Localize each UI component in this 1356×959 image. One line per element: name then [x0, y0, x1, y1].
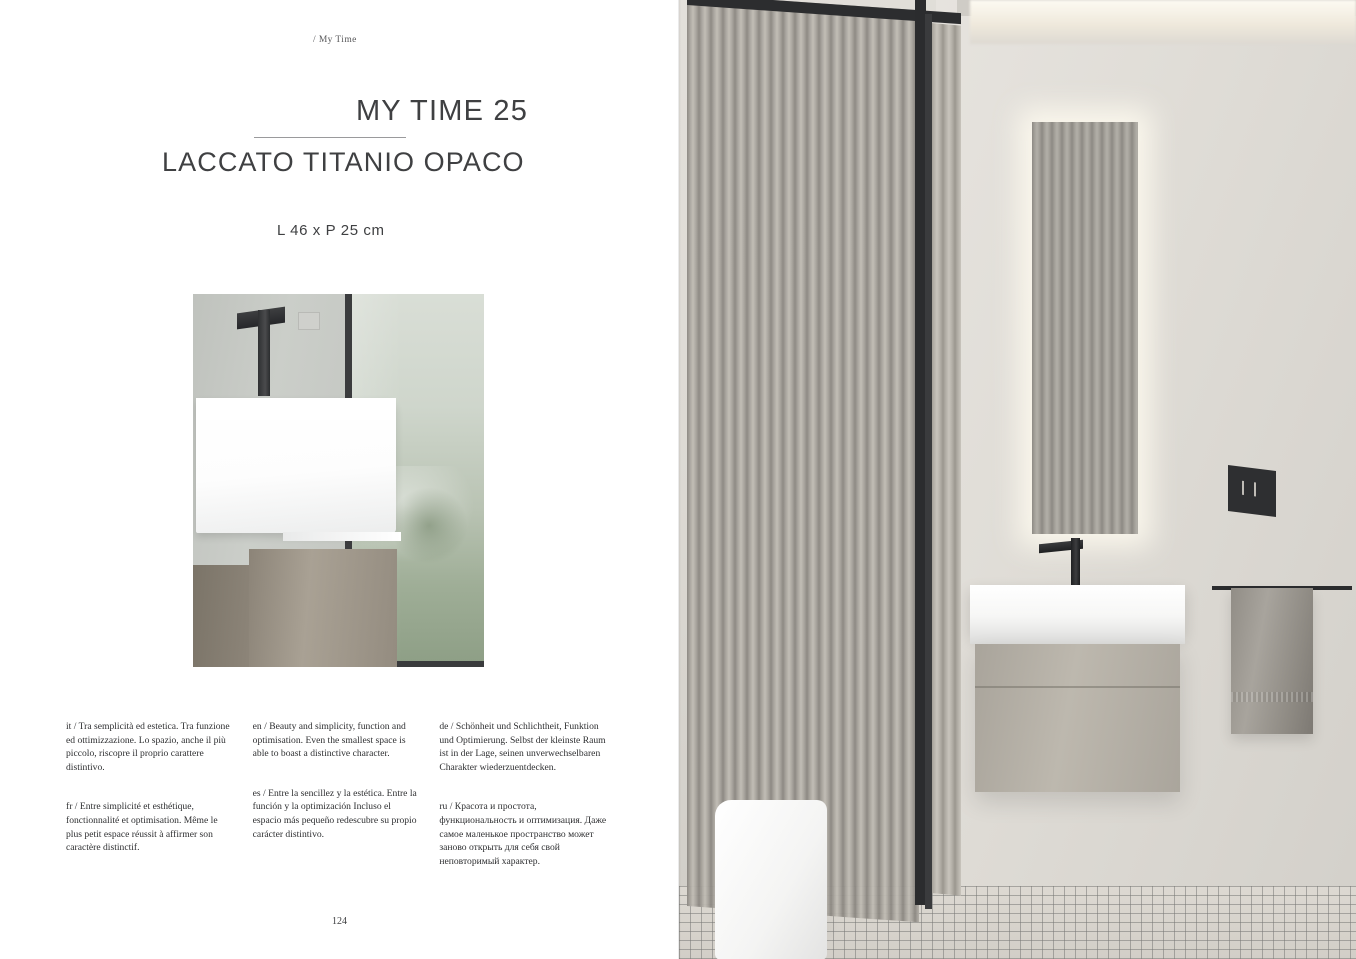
photo-cabinet-side [193, 565, 251, 667]
title-divider [254, 137, 406, 138]
right-photo-page [679, 0, 1356, 959]
switch-rocker-icon [1254, 482, 1256, 496]
switch-rocker-icon [1242, 481, 1244, 495]
wall-hung-toilet [715, 800, 827, 959]
description-ru: ru / Красота и простота, функциональность и оптимизация. Даже самое маленькое пространство может заново открыть для себя свой неповторимый характер. [439, 801, 607, 867]
page-title: MY TIME 25 [355, 95, 529, 127]
cabinet-drawer-line [975, 686, 1180, 688]
description-column-1 [66, 720, 253, 894]
hanging-towel [1231, 588, 1313, 734]
backlit-fluted-mirror-panel [1032, 122, 1138, 534]
product-dimensions: L 46 x P 25 cm [277, 222, 385, 239]
titanium-lacquered-cabinet [975, 644, 1180, 792]
description-de: de / Schönheit und Schlichtheit, Funktion und Optimierung. Selbst der kleinste Raum ist in der Lage, seinen unverwechselbaren Charakter wiederzuentdecken. [439, 721, 606, 773]
description-column-2 [253, 720, 440, 894]
photo-faucet-body [258, 310, 270, 396]
product-detail-image [193, 294, 484, 667]
washbasin-front [970, 622, 1185, 644]
photo-wall-plate [298, 312, 320, 330]
wall-switch-plate [1228, 465, 1276, 517]
photo-cabinet-front [249, 549, 397, 667]
photo-washbasin-rim [196, 398, 396, 420]
description-column-3 [439, 720, 626, 894]
description-es: es / Entre la sencillez y la estética. Entre la función y la optimización Incluso el espacio más pequeño redescubre su propio carácter distintivo. [252, 787, 417, 840]
description-fr: fr / Entre simplicité et esthétique, fonctionnalité et optimisation. Même le plus petit espace réussit à affirmer son caractère distinctif. [66, 801, 218, 854]
breadcrumb: / My Time [313, 35, 357, 45]
ceiling-cove-light [970, 0, 1356, 44]
page-gutter [678, 0, 681, 959]
fluted-glass-shower-screen [687, 0, 919, 922]
photo-washbasin-edge [283, 532, 401, 541]
description-en: en / Beauty and simplicity, function and optimisation. Even the smallest space is able to boast a distinctive character. [252, 721, 406, 760]
photo-foliage [391, 488, 467, 563]
page-number: 124 [332, 916, 347, 927]
description-it: it / Tra semplicità ed estetica. Tra funzione ed ottimizzazione. Lo spazio, anche il più piccolo, riscopre il proprio carattere distintivo. [66, 721, 230, 773]
page-subtitle: LACCATO TITANIO OPACO [162, 147, 525, 178]
room-wall-right [936, 0, 1356, 959]
description-columns [66, 720, 626, 894]
faucet-body [1071, 538, 1080, 588]
title-block [162, 95, 622, 178]
shower-frame-vertical-inner [925, 14, 932, 909]
